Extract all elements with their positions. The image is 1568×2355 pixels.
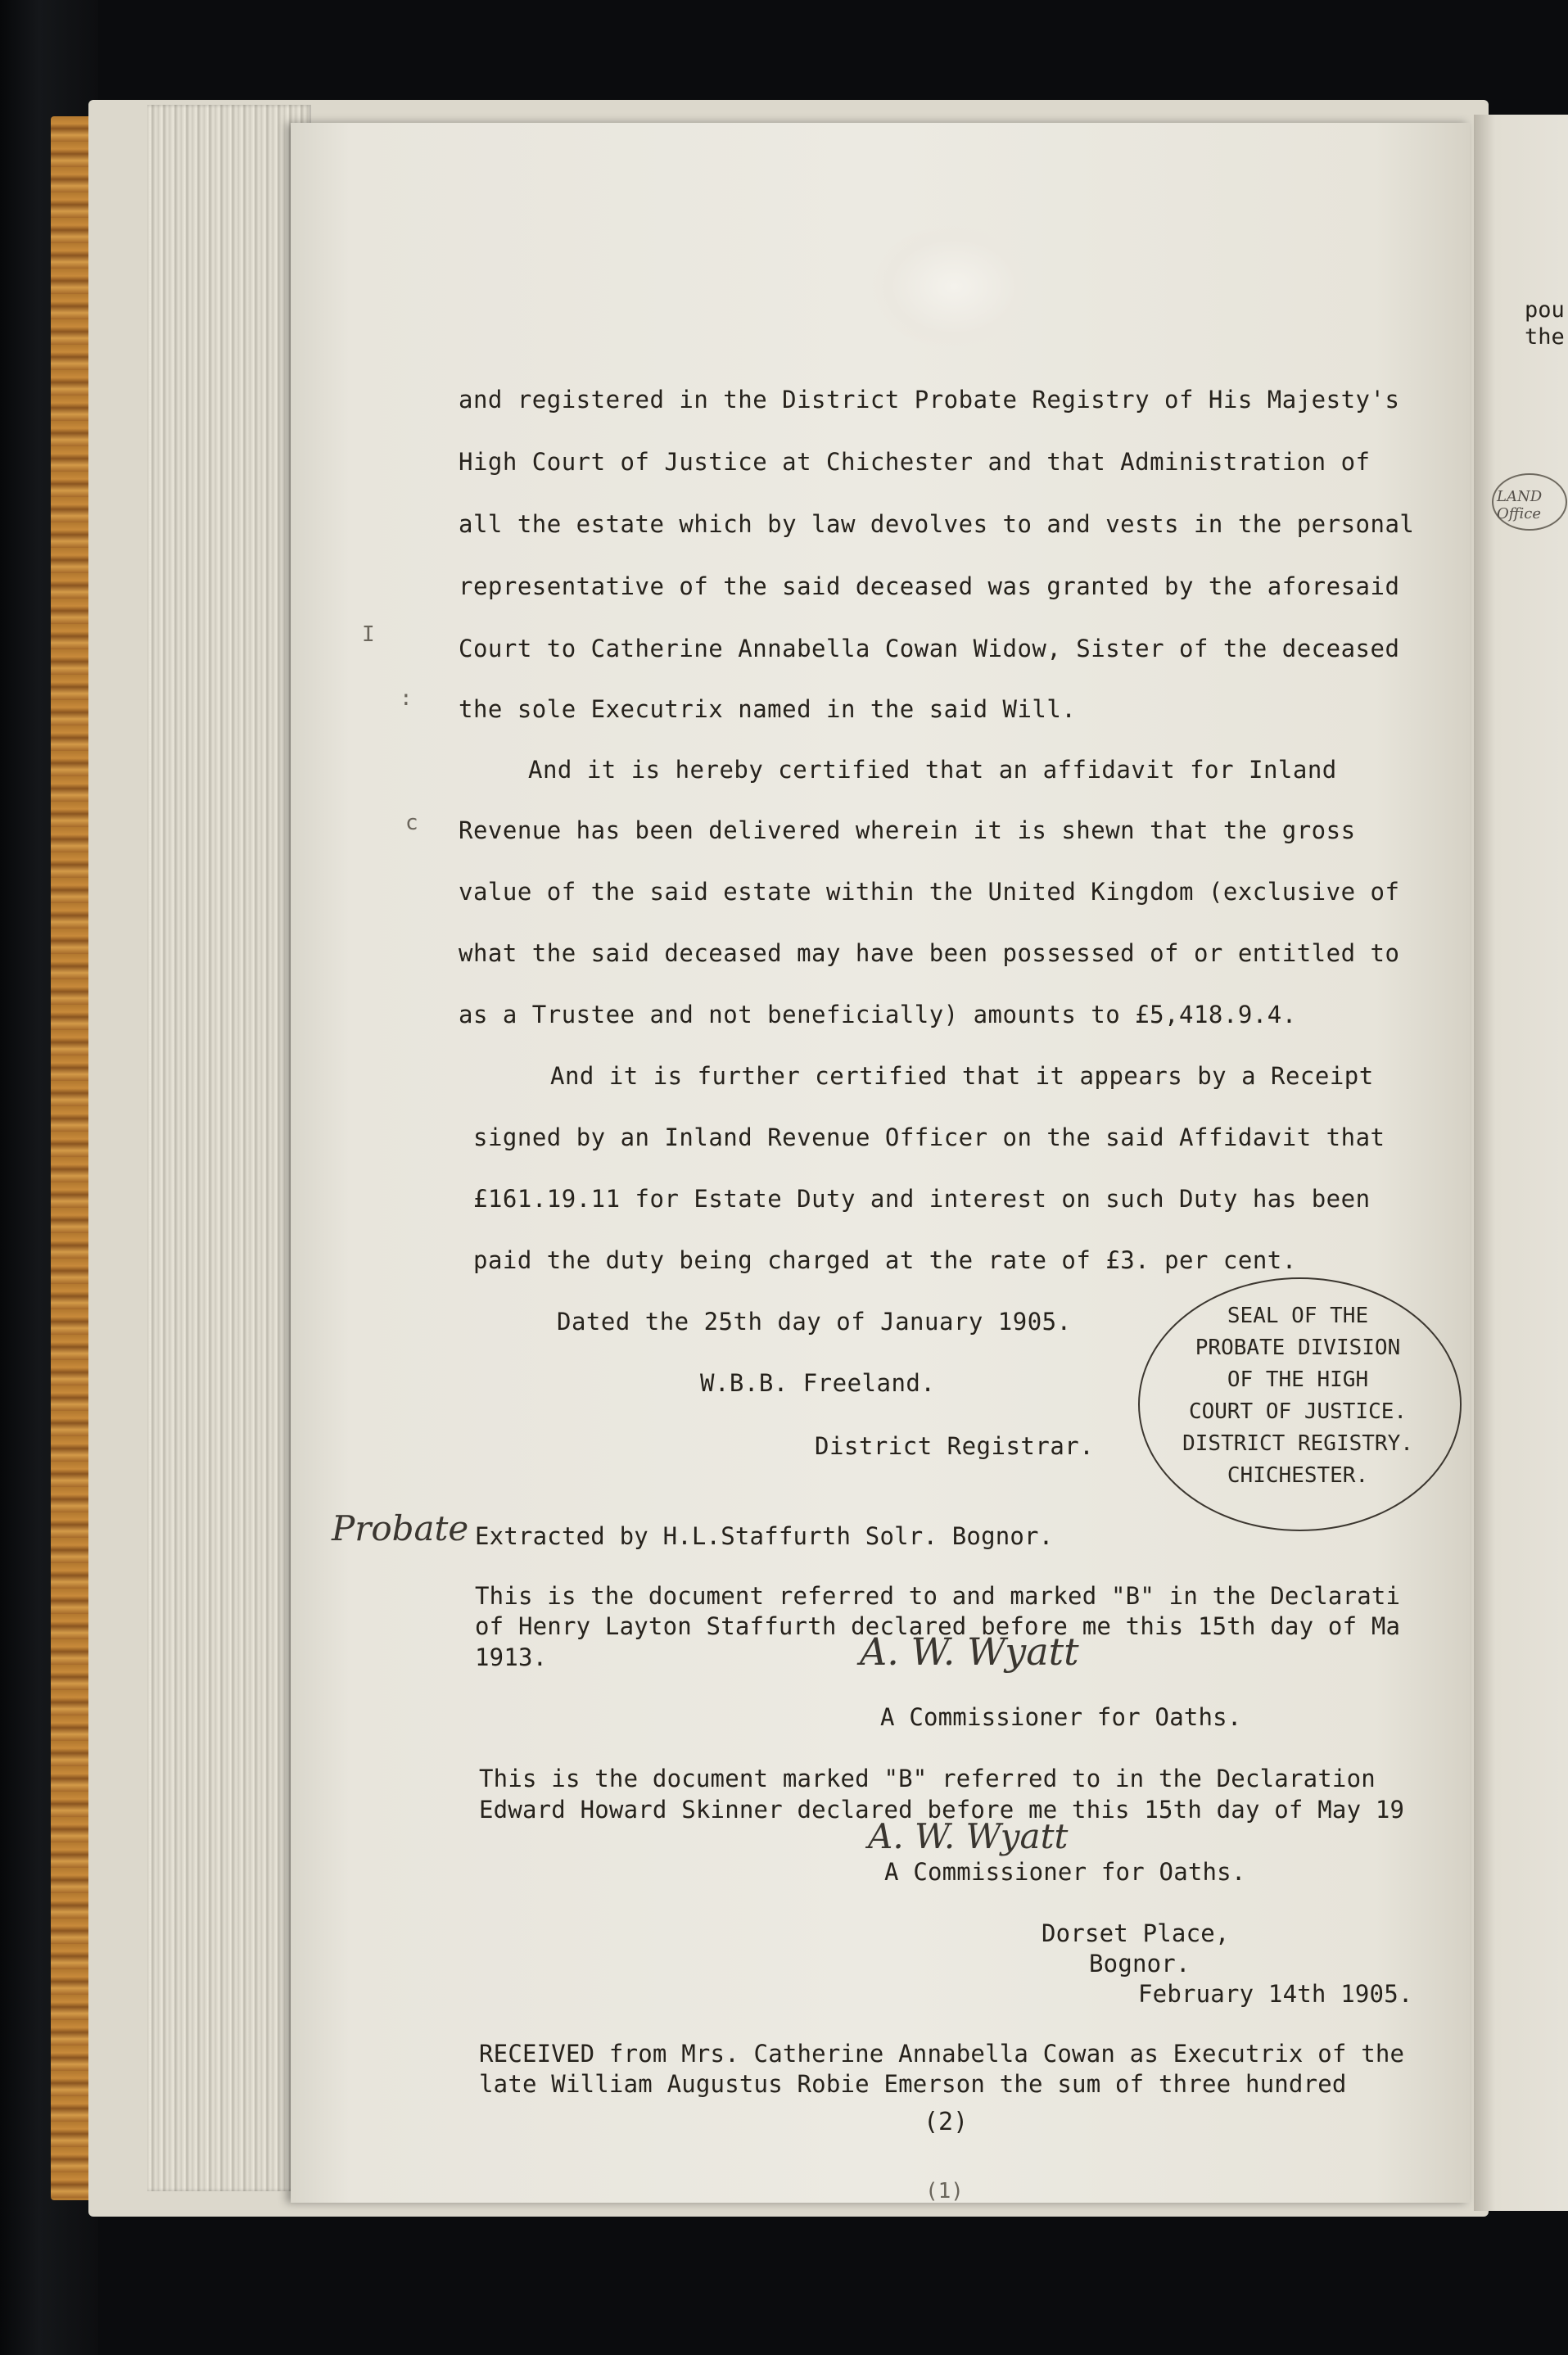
address-line: Dorset Place, [1042,1919,1230,1947]
facing-page-text: pou [1525,297,1565,323]
body-line: what the said deceased may have been possessed of or entitled to [459,939,1400,967]
page-number: (2) [924,2108,969,2136]
facing-page-text: the [1525,324,1565,350]
seal-text: PROBATE DIVISION [1195,1336,1401,1360]
body-line: signed by an Inland Revenue Officer on the said Affidavit that [473,1123,1385,1151]
declaration-line: 1913. [475,1643,548,1671]
receipt-line: late William Augustus Robie Emerson the sum of three hundred [479,2070,1347,2098]
margin-note: Probate [332,1508,469,1548]
document-page [291,123,1470,2203]
body-line: £161.19.11 for Estate Duty and interest on such Duty has been [473,1185,1371,1213]
body-line: Revenue has been delivered wherein it is shewn that the gross [459,816,1356,844]
declaration-line: of Henry Layton Staffurth declared before me this 15th day of Ma [475,1612,1401,1640]
show-through-mark: : [400,686,413,711]
body-line: paid the duty being charged at the rate of £3. per cent. [473,1246,1297,1274]
commissioner-title: A Commissioner for Oaths. [880,1703,1242,1731]
declaration-line: Edward Howard Skinner declared before me this 15th day of May 19 [479,1796,1405,1824]
body-line: And it is further certified that it appears by a Receipt [550,1062,1374,1090]
body-line: the sole Executrix named in the said Will. [459,695,1077,723]
body-line: value of the said estate within the United Kingdom (exclusive of [459,878,1400,906]
office-stamp-text: LAND Office [1497,488,1543,522]
seal-text: DISTRICT REGISTRY. [1182,1431,1413,1456]
body-line: as a Trustee and not beneficially) amounts to £5,418.9.4. [459,1001,1297,1028]
body-line: representative of the said deceased was granted by the aforesaid [459,572,1400,600]
signature: A. W. Wyatt [860,1630,1079,1674]
commissioner-title: A Commissioner for Oaths. [884,1858,1246,1886]
signature: A. W. Wyatt [868,1816,1069,1856]
seal-text: OF THE HIGH [1227,1367,1369,1392]
dated-line: Dated the 25th day of January 1905. [557,1308,1072,1336]
seal-text: CHICHESTER. [1227,1463,1369,1488]
receipt-line: RECEIVED from Mrs. Catherine Annabella Cowan as Executrix of the [479,2040,1405,2068]
extracted-line: Extracted by H.L.Staffurth Solr. Bognor. [475,1522,1054,1550]
registrar-title: District Registrar. [815,1432,1095,1460]
show-through-mark: c [405,811,418,835]
registrar-name: W.B.B. Freeland. [700,1369,936,1397]
facing-page-edge [1474,115,1568,2211]
seal-text: COURT OF JUSTICE. [1188,1399,1408,1424]
body-line: Court to Catherine Annabella Cowan Widow, Sister of the deceased [459,635,1400,662]
page-stack-edges [147,105,311,2191]
address-date: February 14th 1905. [1138,1980,1413,2008]
address-line: Bognor. [1089,1950,1191,1978]
body-line: High Court of Justice at Chichester and that Administration of [459,448,1371,476]
folio-mark: (1) [925,2179,964,2204]
body-line: and registered in the District Probate Registry of His Majesty's [459,386,1400,414]
seal-text: SEAL OF THE [1227,1304,1369,1328]
body-line: And it is hereby certified that an affidavit for Inland [528,756,1337,784]
declaration-line: This is the document referred to and marked "B" in the Declarati [475,1582,1401,1610]
show-through-mark: I [362,622,375,647]
embossed-crest [872,225,1036,348]
declaration-line: This is the document marked "B" referred to in the Declaration [479,1765,1376,1792]
body-line: all the estate which by law devolves to and vests in the personal [459,510,1415,538]
